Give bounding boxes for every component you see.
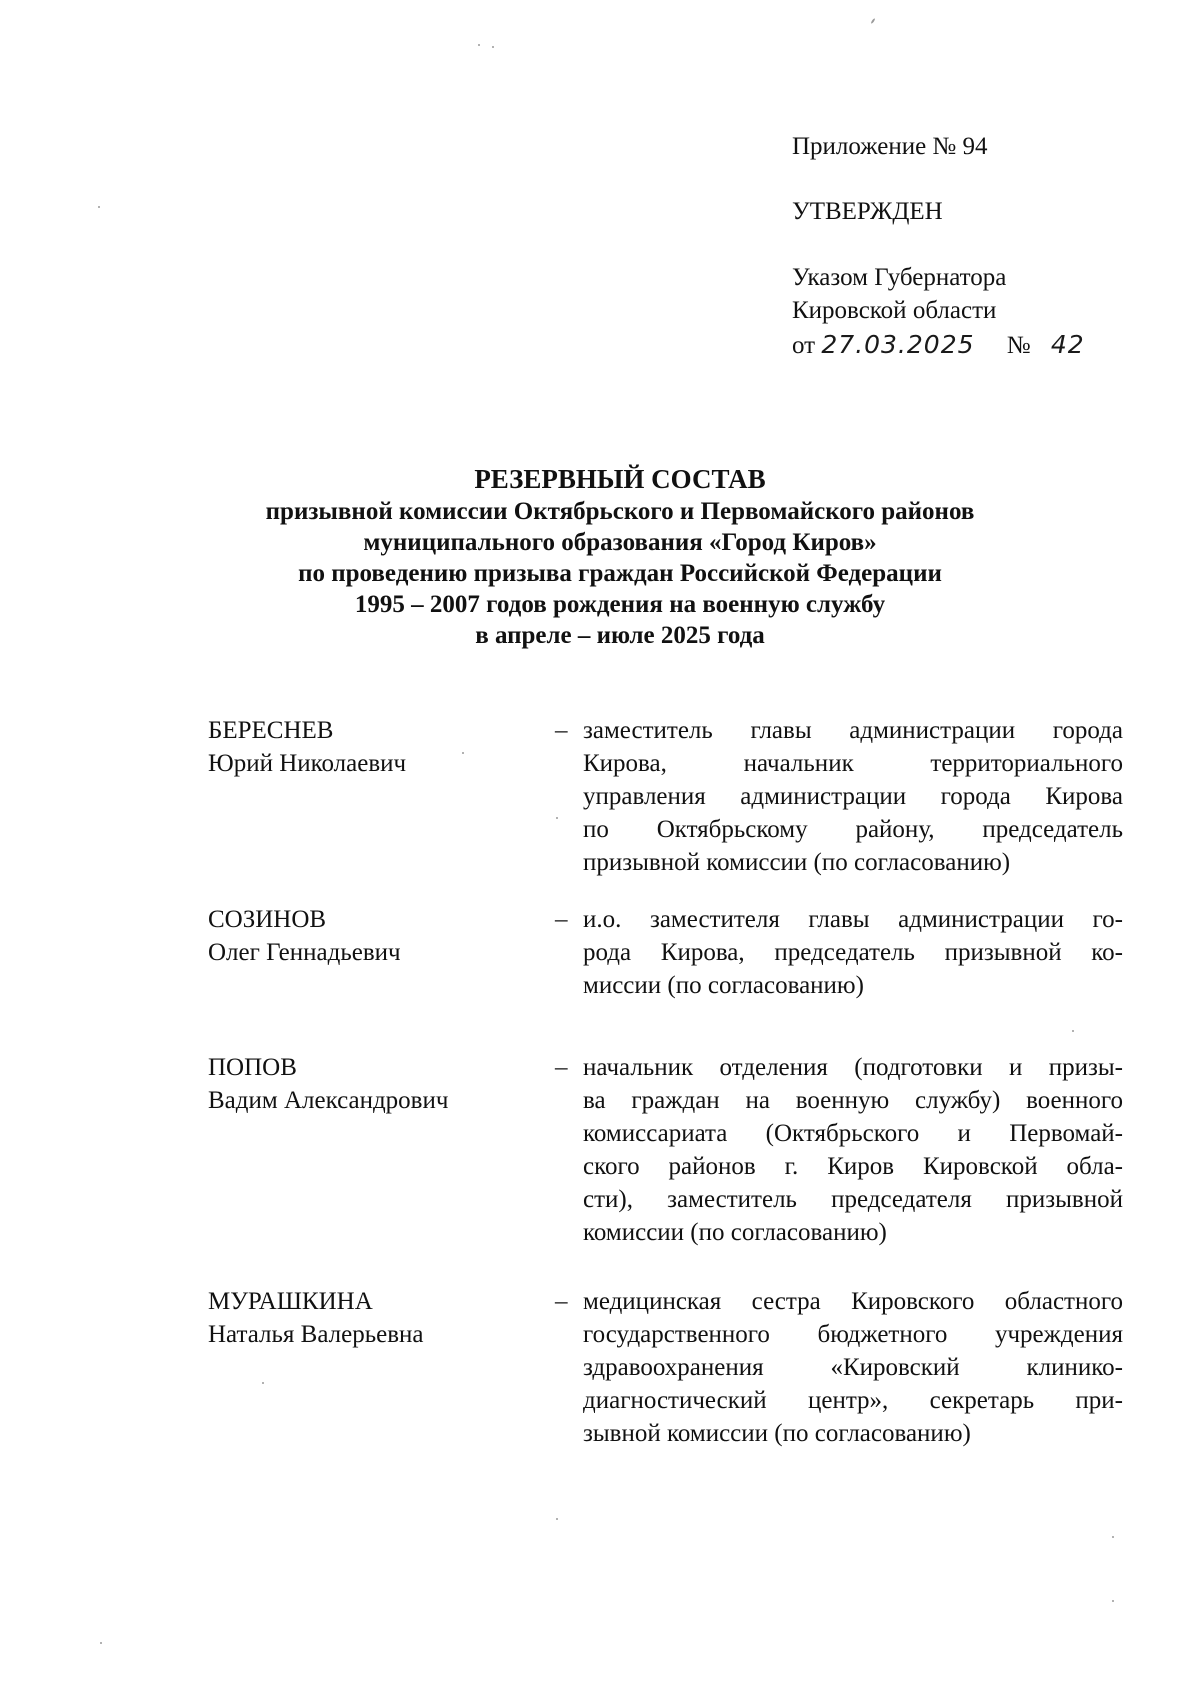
scan-speck <box>478 44 480 46</box>
scan-speck <box>1112 1536 1114 1538</box>
role-line: Кирова, начальник территориального <box>583 750 1123 777</box>
appendix-number: Приложение № 94 <box>792 133 988 160</box>
role-line: по Октябрьскому району, председатель <box>583 816 1123 843</box>
member-given-names: Юрий Николаевич <box>208 750 407 777</box>
handwritten-decree-date: 27.03.2025 <box>821 330 975 359</box>
member-name <box>208 714 538 780</box>
role-line: диагностический центр», секретарь при- <box>583 1387 1123 1414</box>
scan-speck <box>1112 1600 1114 1602</box>
decree-line: Кировской области <box>792 297 997 324</box>
member-name <box>208 903 538 969</box>
title-line: 1995 – 2007 годов рождения на военную службу <box>354 591 886 618</box>
role-line: комиссариата (Октябрьского и Первомай- <box>583 1120 1123 1147</box>
member-given-names: Вадим Александрович <box>208 1087 449 1114</box>
role-line: призывной комиссии (по согласованию) <box>583 849 1011 876</box>
scan-speck <box>100 1642 102 1644</box>
role-line: ва граждан на военную службу) военного <box>583 1087 1123 1114</box>
member-name <box>208 1285 538 1351</box>
member-name <box>208 1051 538 1117</box>
role-line: государственного бюджетного учреждения <box>583 1321 1123 1348</box>
role-line: сти), заместитель председателя призывной <box>583 1186 1123 1213</box>
member-surname: ПОПОВ <box>208 1054 297 1081</box>
member-role <box>583 1051 1123 1249</box>
role-line: здравоохранения «Кировский клинико- <box>583 1354 1123 1381</box>
scan-speck <box>492 46 494 48</box>
member-surname: СОЗИНОВ <box>208 906 327 933</box>
title-line: призывной комиссии Октябрьского и Первомайского районов <box>265 498 975 525</box>
role-line: комиссии (по согласованию) <box>583 1219 887 1246</box>
role-line: зывной комиссии (по согласованию) <box>583 1420 971 1447</box>
title-line: по проведению призыва граждан Российской Федерации <box>298 560 942 587</box>
scan-speck <box>98 206 100 208</box>
role-line: заместитель главы администрации города <box>583 717 1123 744</box>
member-role <box>583 1285 1123 1450</box>
role-line: ского районов г. Киров Кировской обла- <box>583 1153 1123 1180</box>
decree-line: Указом Губернатора <box>792 264 1007 291</box>
handwritten-decree-number: 42 <box>1050 330 1085 359</box>
decree-from-label: от <box>792 332 816 359</box>
decree-number-sign: № <box>1006 332 1031 359</box>
member-dash: – <box>555 1054 568 1081</box>
member-role <box>583 714 1123 879</box>
role-line: миссии (по согласованию) <box>583 972 864 999</box>
scan-speck <box>870 18 875 24</box>
role-line: и.о. заместителя главы администрации го- <box>583 906 1123 933</box>
role-line: управления администрации города Кирова <box>583 783 1123 810</box>
title-line: в апреле – июле 2025 года <box>475 622 765 649</box>
member-given-names: Наталья Валерьевна <box>208 1321 424 1348</box>
member-surname: МУРАШКИНА <box>208 1288 373 1315</box>
member-dash: – <box>555 717 568 744</box>
member-given-names: Олег Геннадьевич <box>208 939 401 966</box>
role-line: начальник отделения (подготовки и призы- <box>583 1054 1123 1081</box>
scan-speck <box>1072 1030 1074 1032</box>
title-line: муниципального образования «Город Киров» <box>363 529 877 556</box>
approved-label: УТВЕРЖДЕН <box>792 198 943 225</box>
scan-speck <box>262 1382 264 1384</box>
role-line: рода Кирова, председатель призывной ко- <box>583 939 1123 966</box>
title-main: РЕЗЕРВНЫЙ СОСТАВ <box>474 464 766 494</box>
member-role <box>583 903 1123 1002</box>
member-dash: – <box>555 1288 568 1315</box>
member-surname: БЕРЕСНЕВ <box>208 717 334 744</box>
scan-speck <box>556 1518 558 1520</box>
role-line: медицинская сестра Кировского областного <box>583 1288 1123 1315</box>
member-dash: – <box>555 906 568 933</box>
document-title <box>190 462 1050 651</box>
decree-date-line <box>792 328 1085 362</box>
scan-speck <box>556 817 558 819</box>
